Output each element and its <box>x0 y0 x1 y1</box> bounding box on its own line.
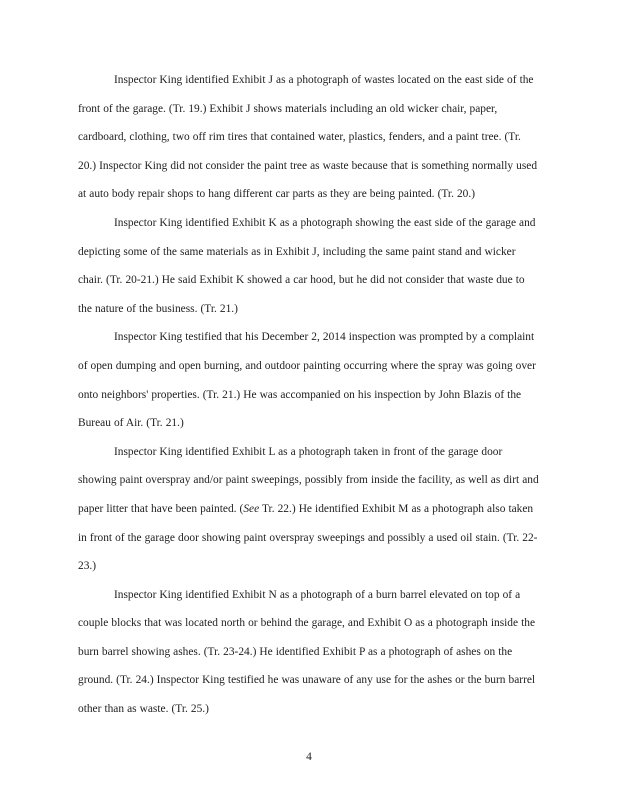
see-signal: See <box>243 502 260 515</box>
paragraph-exhibits-l-m <box>78 438 540 581</box>
paragraph-inspection-complaint: Inspector King testified that his December 2, 2014 inspection was prompted by a complaint of open dumping and open burning, and outdoor painting occurring where the spray was going over onto neighbors' properties. (Tr. 21.) He was accompanied on his inspection by John Blazis of the Bureau of Air. (Tr. 21.) <box>78 331 536 430</box>
paragraph-exhibit-j: Inspector King identified Exhibit J as a photograph of wastes located on the east side of the front of the garage. (Tr. 19.) Exhibit J shows materials including an old wicker chair, paper, cardboard, clothing, two off rim tires that contained water, plastics, fenders, and a paint tree. (Tr. 20.) Inspector King did not consider the paint tree as waste because that is something normally used at auto body repair shops to hang different car parts as they are being painted. (Tr. 20.) <box>78 74 538 201</box>
paragraph-exhibits-l-m-text-2: Tr. 22.) He identified Exhibit M as a photograph also taken in front of the garage door showing paint overspray sweepings and possibly a used oil stain. (Tr. 22-23.) <box>78 502 538 573</box>
paragraph-exhibits-n-o-p: Inspector King identified Exhibit N as a photograph of a burn barrel elevated on top of a couple blocks that was located north or behind the garage, and Exhibit O as a photograph inside the burn barrel showing ashes. (Tr. 23-24.) He identified Exhibit P as a photograph of ashes on the ground. (Tr. 24.) Inspector King testified he was unaware of any use for the ashes or the burn barrel other than as waste. (Tr. 25.) <box>78 588 536 716</box>
paragraph-exhibit-k: Inspector King identified Exhibit K as a photograph showing the east side of the garage and depicting some of the same materials as in Exhibit J, including the same paint stand and wicker chair. (Tr. 20-21.) He said Exhibit K showed a car hood, but he did not consider that waste due to the nature of the business. (Tr. 21.) <box>78 216 536 315</box>
body-text <box>78 66 540 724</box>
paragraph-exhibits-l-m-text-1: Inspector King identified Exhibit L as a photograph taken in front of the garage door showing paint overspray and/or paint sweepings, possibly from inside the facility, as well as dirt and paper litter that have been painted. ( <box>78 445 539 515</box>
page-number: 4 <box>306 751 312 763</box>
